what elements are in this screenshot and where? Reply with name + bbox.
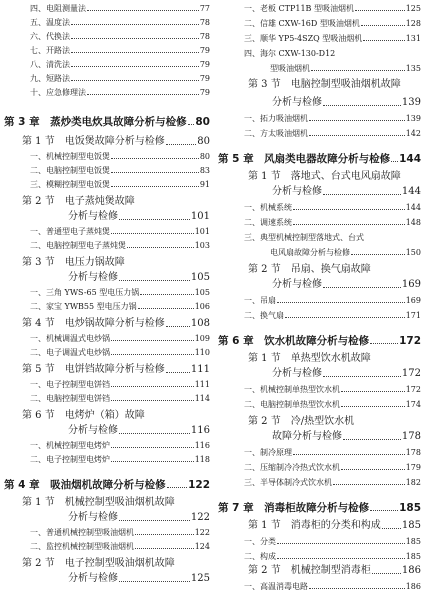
toc-page-number: 125: [190, 573, 210, 584]
toc-dot-leader: [309, 135, 405, 136]
toc-section-entry[interactable]: [0, 409, 210, 421]
toc-dot-leader: [111, 233, 194, 234]
toc-section-entry[interactable]: [0, 195, 210, 207]
toc-page-number: 80: [199, 152, 210, 161]
toc-entry-title: 五、温度法: [30, 18, 70, 27]
toc-item-entry[interactable]: [216, 215, 421, 227]
toc-page-number: 144: [399, 152, 421, 165]
toc-section-continuation[interactable]: [0, 271, 210, 283]
toc-item-entry[interactable]: [0, 299, 210, 311]
toc-page-number: 114: [194, 394, 210, 403]
toc-page-number: 78: [199, 18, 210, 27]
toc-entry-title: 二、电脑控制型电饼铛: [30, 394, 110, 403]
toc-entry-title: 二、家宝 YWB55 型电压力锅: [30, 302, 137, 311]
toc-entry-title: 分析与检修: [68, 272, 118, 283]
toc-entry-title: 第 3 节 电压力锅故障: [22, 257, 125, 268]
toc-entry-title: 第 2 节 电子控制型吸油烟机故障: [22, 558, 175, 569]
toc-item-entry[interactable]: [0, 438, 210, 450]
toc-item-entry[interactable]: [216, 397, 421, 409]
toc-page-number: 118: [194, 455, 210, 464]
toc-page-number: 186: [405, 582, 421, 591]
toc-page-number: 122: [188, 478, 210, 491]
toc-section-continuation[interactable]: [216, 367, 421, 379]
toc-page-number: 79: [199, 60, 210, 69]
toc-item-entry[interactable]: [0, 15, 210, 27]
toc-section-entry[interactable]: [216, 519, 421, 531]
toc-page-number: 178: [401, 431, 421, 442]
toc-page-number: 105: [190, 272, 210, 283]
toc-entry-title: 一、普通机械控制型吸油烟机: [30, 528, 134, 537]
toc-dot-leader: [135, 534, 194, 535]
toc-entry-title: 第 1 节 落地式、台式电风扇故障: [248, 171, 401, 182]
toc-item-entry[interactable]: [216, 245, 421, 257]
toc-section-entry[interactable]: [216, 263, 421, 275]
toc-item-entry[interactable]: [0, 525, 210, 537]
toc-entry-title: 三、半导体制冷式饮水机: [244, 478, 332, 487]
toc-section-entry[interactable]: [216, 352, 421, 364]
toc-dot-leader: [135, 548, 194, 549]
toc-page-number: 178: [405, 448, 421, 457]
toc-page-number: 128: [405, 19, 421, 28]
toc-dot-leader: [370, 510, 398, 511]
toc-page-number: 109: [194, 334, 210, 343]
toc-item-entry[interactable]: [216, 1, 421, 13]
toc-page-number: 172: [399, 334, 421, 347]
toc-chapter-entry[interactable]: [0, 115, 210, 127]
toc-dot-leader: [277, 302, 405, 303]
toc-dot-leader: [188, 124, 195, 125]
toc-item-entry[interactable]: [0, 71, 210, 83]
toc-entry-title: 一、拓力吸油烟机: [244, 114, 308, 123]
toc-entry-title: 一、三角 YWS-65 型电压力锅: [30, 288, 140, 297]
toc-entry-title: 分析与检修: [68, 573, 118, 584]
toc-dot-leader: [111, 400, 194, 401]
toc-dot-leader: [71, 52, 199, 53]
toc-entry-title: 一、机械控制型电饭煲: [30, 152, 110, 161]
toc-page-number: 105: [194, 288, 210, 297]
toc-dot-leader: [166, 372, 190, 373]
toc-entry-title: 一、机械调温式电炒锅: [30, 334, 110, 343]
toc-dot-leader: [343, 439, 401, 440]
toc-dot-leader: [382, 528, 401, 529]
toc-page-number: 185: [399, 501, 421, 514]
toc-dot-leader: [167, 487, 187, 488]
toc-entry-title: 二、压缩制冷冷热式饮水机: [244, 463, 340, 472]
toc-page-number: 171: [405, 311, 421, 320]
toc-item-entry[interactable]: [216, 382, 421, 394]
toc-entry-title: 六、代换法: [30, 32, 70, 41]
toc-item-entry[interactable]: [216, 111, 421, 123]
toc-item-entry[interactable]: [216, 475, 421, 487]
toc-dot-leader: [87, 94, 199, 95]
toc-item-entry[interactable]: [0, 149, 210, 161]
toc-page-number: 101: [194, 227, 210, 236]
toc-dot-leader: [341, 469, 405, 470]
toc-dot-leader: [309, 588, 405, 589]
toc-dot-leader: [372, 573, 401, 574]
toc-dot-leader: [71, 66, 199, 67]
toc-entry-title: 第 3 节 电脑控制型吸油烟机故障: [248, 79, 401, 90]
toc-entry-title: 一、老板 CTP11B 型吸油烟机: [244, 4, 354, 13]
toc-entry-title: 分析与检修: [272, 186, 322, 197]
toc-page-number: 135: [405, 64, 421, 73]
toc-page-number: 80: [195, 115, 210, 128]
toc-page-number: 150: [405, 248, 421, 257]
toc-section-continuation[interactable]: [216, 278, 421, 290]
toc-page-number: 79: [199, 74, 210, 83]
toc-entry-title: 型吸油烟机: [270, 64, 310, 73]
toc-page-number: 116: [194, 441, 210, 450]
toc-page-number: 77: [199, 4, 210, 13]
toc-item-entry[interactable]: [0, 539, 210, 551]
toc-entry-title: 一、电子控制型电饼铛: [30, 380, 110, 389]
toc-chapter-entry[interactable]: [0, 478, 210, 490]
toc-entry-title: 一、制冷原理: [244, 448, 292, 457]
toc-section-continuation[interactable]: [216, 185, 421, 197]
toc-dot-leader: [111, 172, 199, 173]
toc-item-entry[interactable]: [216, 16, 421, 28]
toc-page-number: 142: [405, 129, 421, 138]
toc-item-entry[interactable]: [216, 200, 421, 212]
toc-entry-title: 一、吊扇: [244, 296, 276, 305]
toc-item-entry[interactable]: [216, 126, 421, 138]
toc-page-number: 182: [405, 478, 421, 487]
toc-dot-leader: [355, 10, 405, 11]
toc-dot-leader: [341, 391, 405, 392]
toc-item-entry[interactable]: [0, 285, 210, 297]
toc-entry-title: 二、换气扇: [244, 311, 284, 320]
toc-entry-title: 第 1 节 消毒柜的分类和构成: [248, 520, 381, 531]
toc-item-entry[interactable]: [0, 163, 210, 175]
toc-item-entry[interactable]: [0, 331, 210, 343]
toc-page-number: 174: [405, 400, 421, 409]
toc-dot-leader: [111, 354, 194, 355]
toc-chapter-entry[interactable]: [216, 501, 421, 513]
toc-item-entry[interactable]: [216, 445, 421, 457]
toc-dot-leader: [140, 294, 193, 295]
toc-item-entry[interactable]: [216, 46, 421, 58]
toc-entry-title: 故障分析与检修: [272, 431, 342, 442]
toc-dot-leader: [71, 80, 199, 81]
toc-dot-leader: [370, 343, 398, 344]
toc-item-entry[interactable]: [0, 391, 210, 403]
toc-entry-title: 一、高温消毒电路: [244, 582, 308, 591]
toc-dot-leader: [363, 40, 404, 41]
toc-entry-title: 九、短路法: [30, 74, 70, 83]
toc-dot-leader: [391, 161, 398, 162]
toc-entry-title: 七、开路法: [30, 46, 70, 55]
toc-dot-leader: [71, 24, 199, 25]
toc-item-entry[interactable]: [216, 534, 421, 546]
toc-entry-title: 第 2 节 冷/热型饮水机: [248, 416, 355, 427]
toc-entry-title: 第 6 节 电烤炉（箱）故障: [22, 410, 145, 421]
toc-page-number: 148: [405, 218, 421, 227]
toc-page-number: 78: [199, 32, 210, 41]
toc-dot-leader: [323, 287, 401, 288]
toc-dot-leader: [111, 386, 194, 387]
toc-dot-leader: [127, 247, 194, 248]
toc-entry-title: 分析与检修: [68, 512, 118, 523]
toc-page-number: 80: [197, 136, 210, 147]
toc-dot-leader: [111, 447, 194, 448]
toc-item-entry[interactable]: [0, 1, 210, 13]
toc-item-entry[interactable]: [0, 238, 210, 250]
toc-section-continuation[interactable]: [0, 210, 210, 222]
toc-item-entry[interactable]: [0, 43, 210, 55]
toc-entry-title: 第 1 节 单热型饮水机故障: [248, 353, 371, 364]
toc-section-continuation[interactable]: [216, 96, 421, 108]
toc-dot-leader: [333, 484, 405, 485]
toc-entry-title: 分析与检修: [68, 211, 118, 222]
toc-page-number: 122: [194, 528, 210, 537]
toc-page-number: 101: [190, 211, 210, 222]
toc-dot-leader: [166, 326, 190, 327]
toc-page-number: 179: [405, 463, 421, 472]
toc-entry-title: 一、机械控制型电烤炉: [30, 441, 110, 450]
toc-dot-leader: [311, 70, 405, 71]
toc-entry-title: 三、顺华 YP5-4SZQ 型吸油烟机: [244, 34, 363, 43]
toc-entry-title: 二、构成: [244, 552, 276, 561]
toc-item-entry[interactable]: [0, 85, 210, 97]
toc-dot-leader: [87, 10, 199, 11]
toc-entry-title: 第 4 节 电炒锅故障分析与检修: [22, 318, 165, 329]
toc-dot-leader: [119, 520, 190, 521]
toc-entry-title: 第 5 章 风扇类电器故障分析与检修: [218, 152, 391, 165]
toc-page-number: 144: [405, 203, 421, 212]
toc-entry-title: 二、监控机械控制型吸油烟机: [30, 542, 134, 551]
toc-page-number: 83: [199, 166, 210, 175]
toc-item-entry[interactable]: [216, 549, 421, 561]
toc-entry-title: 十、应急修理法: [30, 88, 86, 97]
toc-dot-leader: [111, 461, 194, 462]
toc-page-number: 185: [405, 552, 421, 561]
toc-section-entry[interactable]: [0, 256, 210, 268]
toc-dot-leader: [309, 120, 405, 121]
toc-page-number: 125: [405, 4, 421, 13]
toc-item-entry[interactable]: [0, 29, 210, 41]
toc-page-number: 79: [199, 46, 210, 55]
toc-entry-title: 分析与检修: [272, 279, 322, 290]
toc-page-number: 139: [401, 97, 421, 108]
toc-entry-title: 二、电子控制型电烤炉: [30, 455, 110, 464]
toc-section-entry[interactable]: [216, 78, 421, 90]
toc-dot-leader: [293, 224, 405, 225]
toc-section-entry[interactable]: [0, 363, 210, 375]
toc-dot-leader: [71, 38, 199, 39]
toc-page-number: 122: [190, 512, 210, 523]
toc-dot-leader: [277, 543, 405, 544]
toc-item-entry[interactable]: [216, 31, 421, 43]
toc-page-number: 111: [190, 364, 210, 375]
toc-entry-title: 第 3 章 蒸炒类电炊具故障分析与检修: [4, 115, 187, 128]
toc-page-number: 111: [194, 380, 210, 389]
toc-dot-leader: [323, 376, 401, 377]
toc-dot-leader: [119, 219, 190, 220]
toc-entry-title: 三、典型机械控制型落地式、台式: [244, 233, 364, 242]
toc-page-number: 91: [199, 180, 210, 189]
toc-item-entry[interactable]: [0, 57, 210, 69]
toc-section-continuation[interactable]: [0, 572, 210, 584]
toc-page-number: 169: [405, 296, 421, 305]
toc-entry-title: 一、分类: [244, 537, 276, 546]
toc-entry-title: 分析与检修: [272, 97, 322, 108]
toc-item-entry[interactable]: [216, 293, 421, 305]
toc-page-number: 79: [199, 88, 210, 97]
toc-dot-leader: [111, 340, 194, 341]
toc-entry-title: 八、清洗法: [30, 60, 70, 69]
toc-entry-title: 四、海尔 CXW-130-D12: [244, 49, 336, 58]
toc-item-entry[interactable]: [0, 377, 210, 389]
toc-section-entry[interactable]: [0, 557, 210, 569]
toc-entry-title: 二、调速系统: [244, 218, 292, 227]
toc-entry-title: 第 1 节 机械控制型吸油烟机故障: [22, 497, 175, 508]
toc-section-entry[interactable]: [0, 317, 210, 329]
toc-dot-leader: [285, 317, 405, 318]
toc-item-entry[interactable]: [216, 230, 421, 242]
toc-item-entry[interactable]: [0, 345, 210, 357]
toc-dot-leader: [166, 144, 197, 145]
toc-item-entry[interactable]: [0, 224, 210, 236]
toc-dot-leader: [361, 25, 405, 26]
toc-dot-leader: [111, 158, 199, 159]
toc-item-entry[interactable]: [216, 579, 421, 591]
toc-item-entry[interactable]: [0, 452, 210, 464]
toc-entry-title: 第 1 节 电饭煲故障分析与检修: [22, 136, 165, 147]
toc-dot-leader: [277, 558, 405, 559]
toc-dot-leader: [119, 280, 190, 281]
toc-dot-leader: [293, 209, 405, 210]
toc-page-number: 169: [401, 279, 421, 290]
toc-dot-leader: [119, 581, 190, 582]
toc-dot-leader: [323, 194, 401, 195]
toc-entry-title: 第 5 节 电饼铛故障分析与检修: [22, 364, 165, 375]
toc-entry-title: 第 7 章 消毒柜故障分析与检修: [218, 501, 370, 514]
toc-dot-leader: [119, 433, 190, 434]
toc-entry-title: 第 2 节 电子蒸炖煲故障: [22, 196, 135, 207]
toc-chapter-entry[interactable]: [216, 334, 421, 346]
toc-entry-title: 二、电脑控制型电饭煲: [30, 166, 110, 175]
toc-chapter-entry[interactable]: [216, 152, 421, 164]
toc-entry-title: 第 6 章 饮水机故障分析与检修: [218, 334, 370, 347]
toc-entry-title: 第 2 节 吊扇、换气扇故障: [248, 264, 371, 275]
toc-item-entry[interactable]: [216, 61, 421, 73]
toc-entry-title: 一、普通型电子蒸炖煲: [30, 227, 110, 236]
toc-section-entry[interactable]: [0, 135, 210, 147]
toc-item-entry[interactable]: [216, 460, 421, 472]
toc-entry-title: 二、信雄 CXW-16D 型吸油烟机: [244, 19, 360, 28]
toc-entry-title: 二、电脑控制单热型饮水机: [244, 400, 340, 409]
toc-dot-leader: [323, 105, 401, 106]
toc-entry-title: 分析与检修: [68, 425, 118, 436]
toc-entry-title: 二、电脑控制型电子蒸炖煲: [30, 241, 126, 250]
toc-section-entry[interactable]: [216, 415, 421, 427]
toc-entry-title: 三、模糊控制型电饭煲: [30, 180, 110, 189]
toc-dot-leader: [293, 454, 405, 455]
toc-entry-title: 一、机械系统: [244, 203, 292, 212]
toc-page-number: 116: [190, 425, 210, 436]
toc-section-entry[interactable]: [216, 170, 421, 182]
toc-item-entry[interactable]: [216, 308, 421, 320]
toc-section-continuation[interactable]: [0, 424, 210, 436]
toc-section-entry[interactable]: [216, 564, 421, 576]
toc-entry-title: 分析与检修: [272, 368, 322, 379]
toc-page-number: 110: [194, 348, 210, 357]
toc-entry-title: 二、电子调温式电炒锅: [30, 348, 110, 357]
toc-page-number: 103: [194, 241, 210, 250]
toc-entry-title: 第 4 章 吸油烟机故障分析与检修: [4, 478, 166, 491]
toc-page-number: 185: [405, 537, 421, 546]
toc-section-entry[interactable]: [0, 496, 210, 508]
toc-dot-leader: [138, 308, 194, 309]
toc-page-number: 144: [401, 186, 421, 197]
toc-page-number: 106: [194, 302, 210, 311]
toc-page-number: 108: [190, 318, 210, 329]
toc-dot-leader: [341, 406, 405, 407]
toc-dot-leader: [111, 186, 199, 187]
toc-page-number: 186: [401, 565, 421, 576]
toc-section-continuation[interactable]: [216, 430, 421, 442]
toc-entry-title: 四、电阻测量法: [30, 4, 86, 13]
toc-page-number: 185: [401, 520, 421, 531]
toc-entry-title: 二、方太吸油烟机: [244, 129, 308, 138]
toc-entry-title: 电风扇故障分析与检修: [270, 248, 350, 257]
toc-item-entry[interactable]: [0, 177, 210, 189]
toc-entry-title: 一、机械控制单热型饮水机: [244, 385, 340, 394]
toc-page-number: 131: [405, 34, 421, 43]
toc-entry-title: 第 2 节 机械控制型消毒柜: [248, 565, 371, 576]
toc-page-number: 124: [194, 542, 210, 551]
toc-section-continuation[interactable]: [0, 511, 210, 523]
toc-page-number: 172: [405, 385, 421, 394]
toc-dot-leader: [351, 254, 405, 255]
toc-page-number: 139: [405, 114, 421, 123]
toc-page-number: 172: [401, 368, 421, 379]
